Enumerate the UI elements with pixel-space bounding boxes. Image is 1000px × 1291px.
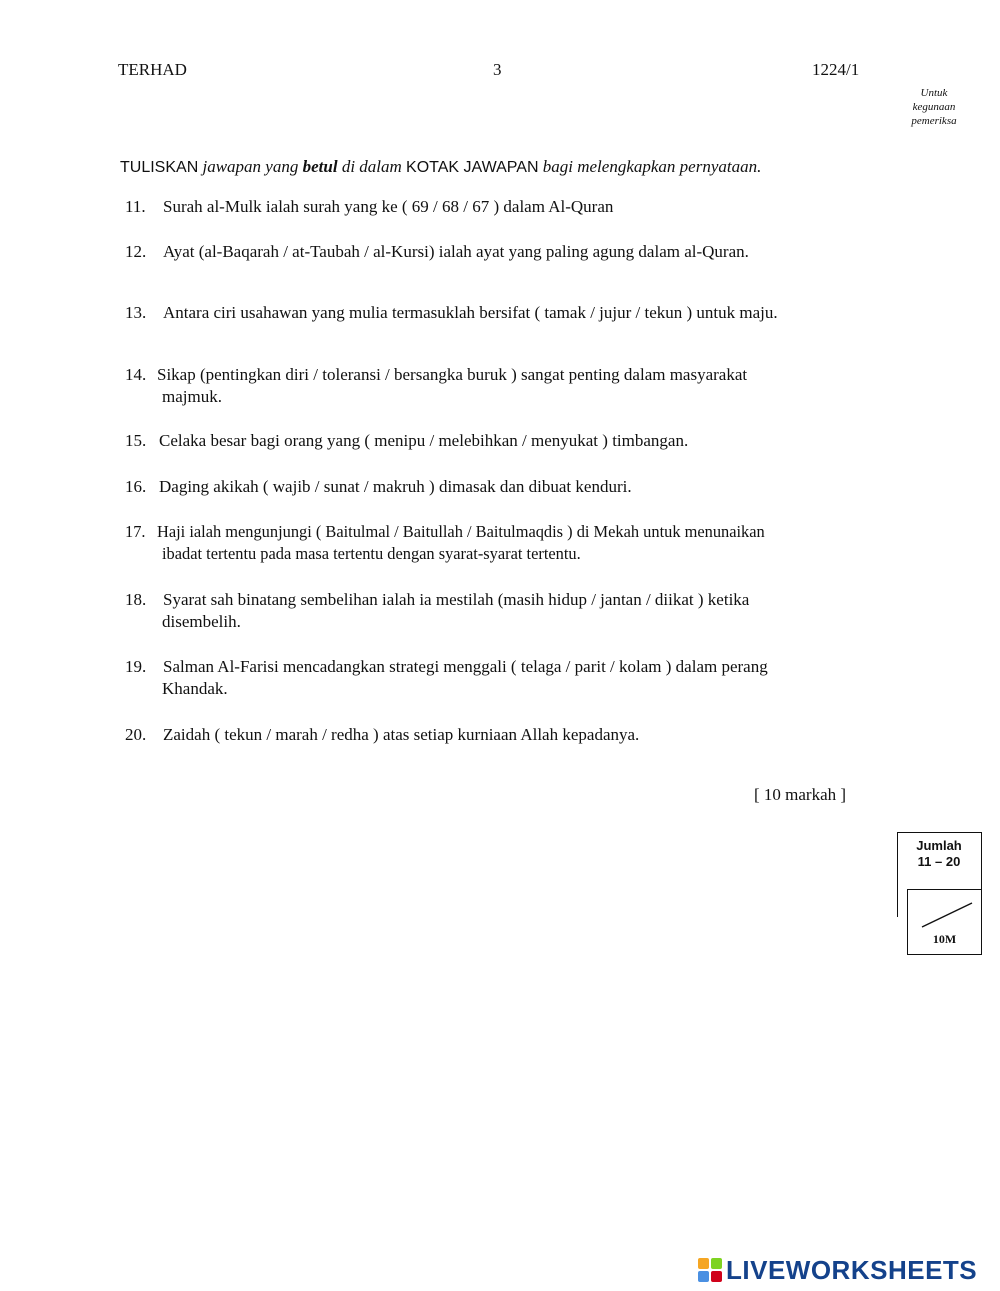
question-number: 18. (125, 590, 147, 609)
question-text[interactable]: Daging akikah ( wajib / sunat / makruh ) dimasak dan dibuat kenduri. (159, 477, 632, 496)
question-11 (125, 196, 865, 218)
question-number: 12. (125, 242, 147, 261)
question-text[interactable]: Syarat sah binatang sembelihan ialah ia mestilah (masih hidup / jantan / diikat ) ketika (163, 590, 750, 609)
score-entry-box[interactable] (907, 889, 982, 955)
question-19 (125, 656, 865, 700)
question-number: 20. (125, 725, 147, 744)
paper-code: 1224/1 (812, 60, 860, 79)
question-text-continued[interactable]: majmuk. (162, 387, 222, 406)
instruction-text: jawapan yang (198, 157, 303, 176)
score-box (897, 832, 982, 955)
question-text[interactable]: Celaka besar bagi orang yang ( menipu / melebihkan / menyukat ) timbangan. (159, 431, 689, 450)
question-14 (125, 364, 865, 408)
instruction-answer-box-label: KOTAK JAWAPAN (406, 159, 539, 176)
question-17 (125, 521, 865, 565)
question-text[interactable]: Salman Al-Farisi mencadangkan strategi menggali ( telaga / parit / kolam ) dalam perang (163, 657, 768, 676)
liveworksheets-logo-icon (697, 1257, 723, 1283)
question-16 (125, 476, 865, 498)
instruction-text: di dalam (337, 157, 407, 176)
question-18 (125, 589, 865, 633)
score-box-label (897, 838, 981, 870)
question-text[interactable]: Zaidah ( tekun / marah / redha ) atas setiap kurniaan Allah kepadanya. (163, 725, 640, 744)
question-number: 19. (125, 657, 147, 676)
score-label-line: 11 – 20 (917, 854, 961, 869)
margin-note-line: kegunaan (912, 101, 956, 113)
question-12 (125, 241, 865, 263)
question-number: 13. (125, 303, 147, 322)
question-text[interactable]: Antara ciri usahawan yang mulia termasuklah bersifat ( tamak / jujur / tekun ) untuk maju. (163, 303, 778, 322)
question-15 (125, 430, 865, 452)
question-number: 17. (125, 522, 146, 541)
question-number: 11. (125, 197, 146, 216)
question-text[interactable]: Haji ialah mengunjungi ( Baitulmal / Baitullah / Baitulmaqdis ) di Mekah untuk menunaikan (157, 522, 765, 541)
question-number: 16. (125, 477, 147, 496)
liveworksheets-logo (697, 1255, 977, 1285)
instruction-text: bagi melengkapkan pernyataan. (538, 157, 762, 176)
score-max: 10M (932, 932, 957, 946)
total-marks: [ 10 markah ] (754, 785, 847, 804)
question-number: 15. (125, 431, 147, 450)
question-20 (125, 724, 865, 746)
question-text-continued[interactable]: Khandak. (162, 679, 228, 698)
question-text[interactable]: Ayat (al-Baqarah / at-Taubah / al-Kursi) ialah ayat yang paling agung dalam al-Quran. (163, 242, 749, 261)
instruction-emphasis: betul (302, 157, 338, 176)
question-text[interactable]: Surah al-Mulk ialah surah yang ke ( 69 / 68 / 67 ) dalam Al-Quran (163, 197, 614, 216)
instruction-verb: TULISKAN (120, 159, 199, 176)
page-number: 3 (493, 60, 502, 79)
question-text[interactable]: Sikap (pentingkan diri / toleransi / bersangka buruk ) sangat penting dalam masyarakat (157, 365, 748, 384)
logo-wordmark: LIVEWORKSHEETS (726, 1254, 978, 1285)
question-number: 14. (125, 365, 147, 384)
score-label-line: Jumlah (916, 838, 962, 853)
question-text-continued[interactable]: ibadat tertentu pada masa tertentu dengan syarat-syarat tertentu. (162, 544, 581, 563)
margin-note-line: pemeriksa (911, 115, 957, 127)
instruction (120, 157, 761, 177)
header-left: TERHAD (118, 60, 187, 79)
question-13 (125, 302, 865, 324)
margin-note-line: Untuk (920, 87, 948, 99)
question-text-continued[interactable]: disembelih. (162, 612, 241, 631)
examiner-margin-note (898, 86, 970, 128)
